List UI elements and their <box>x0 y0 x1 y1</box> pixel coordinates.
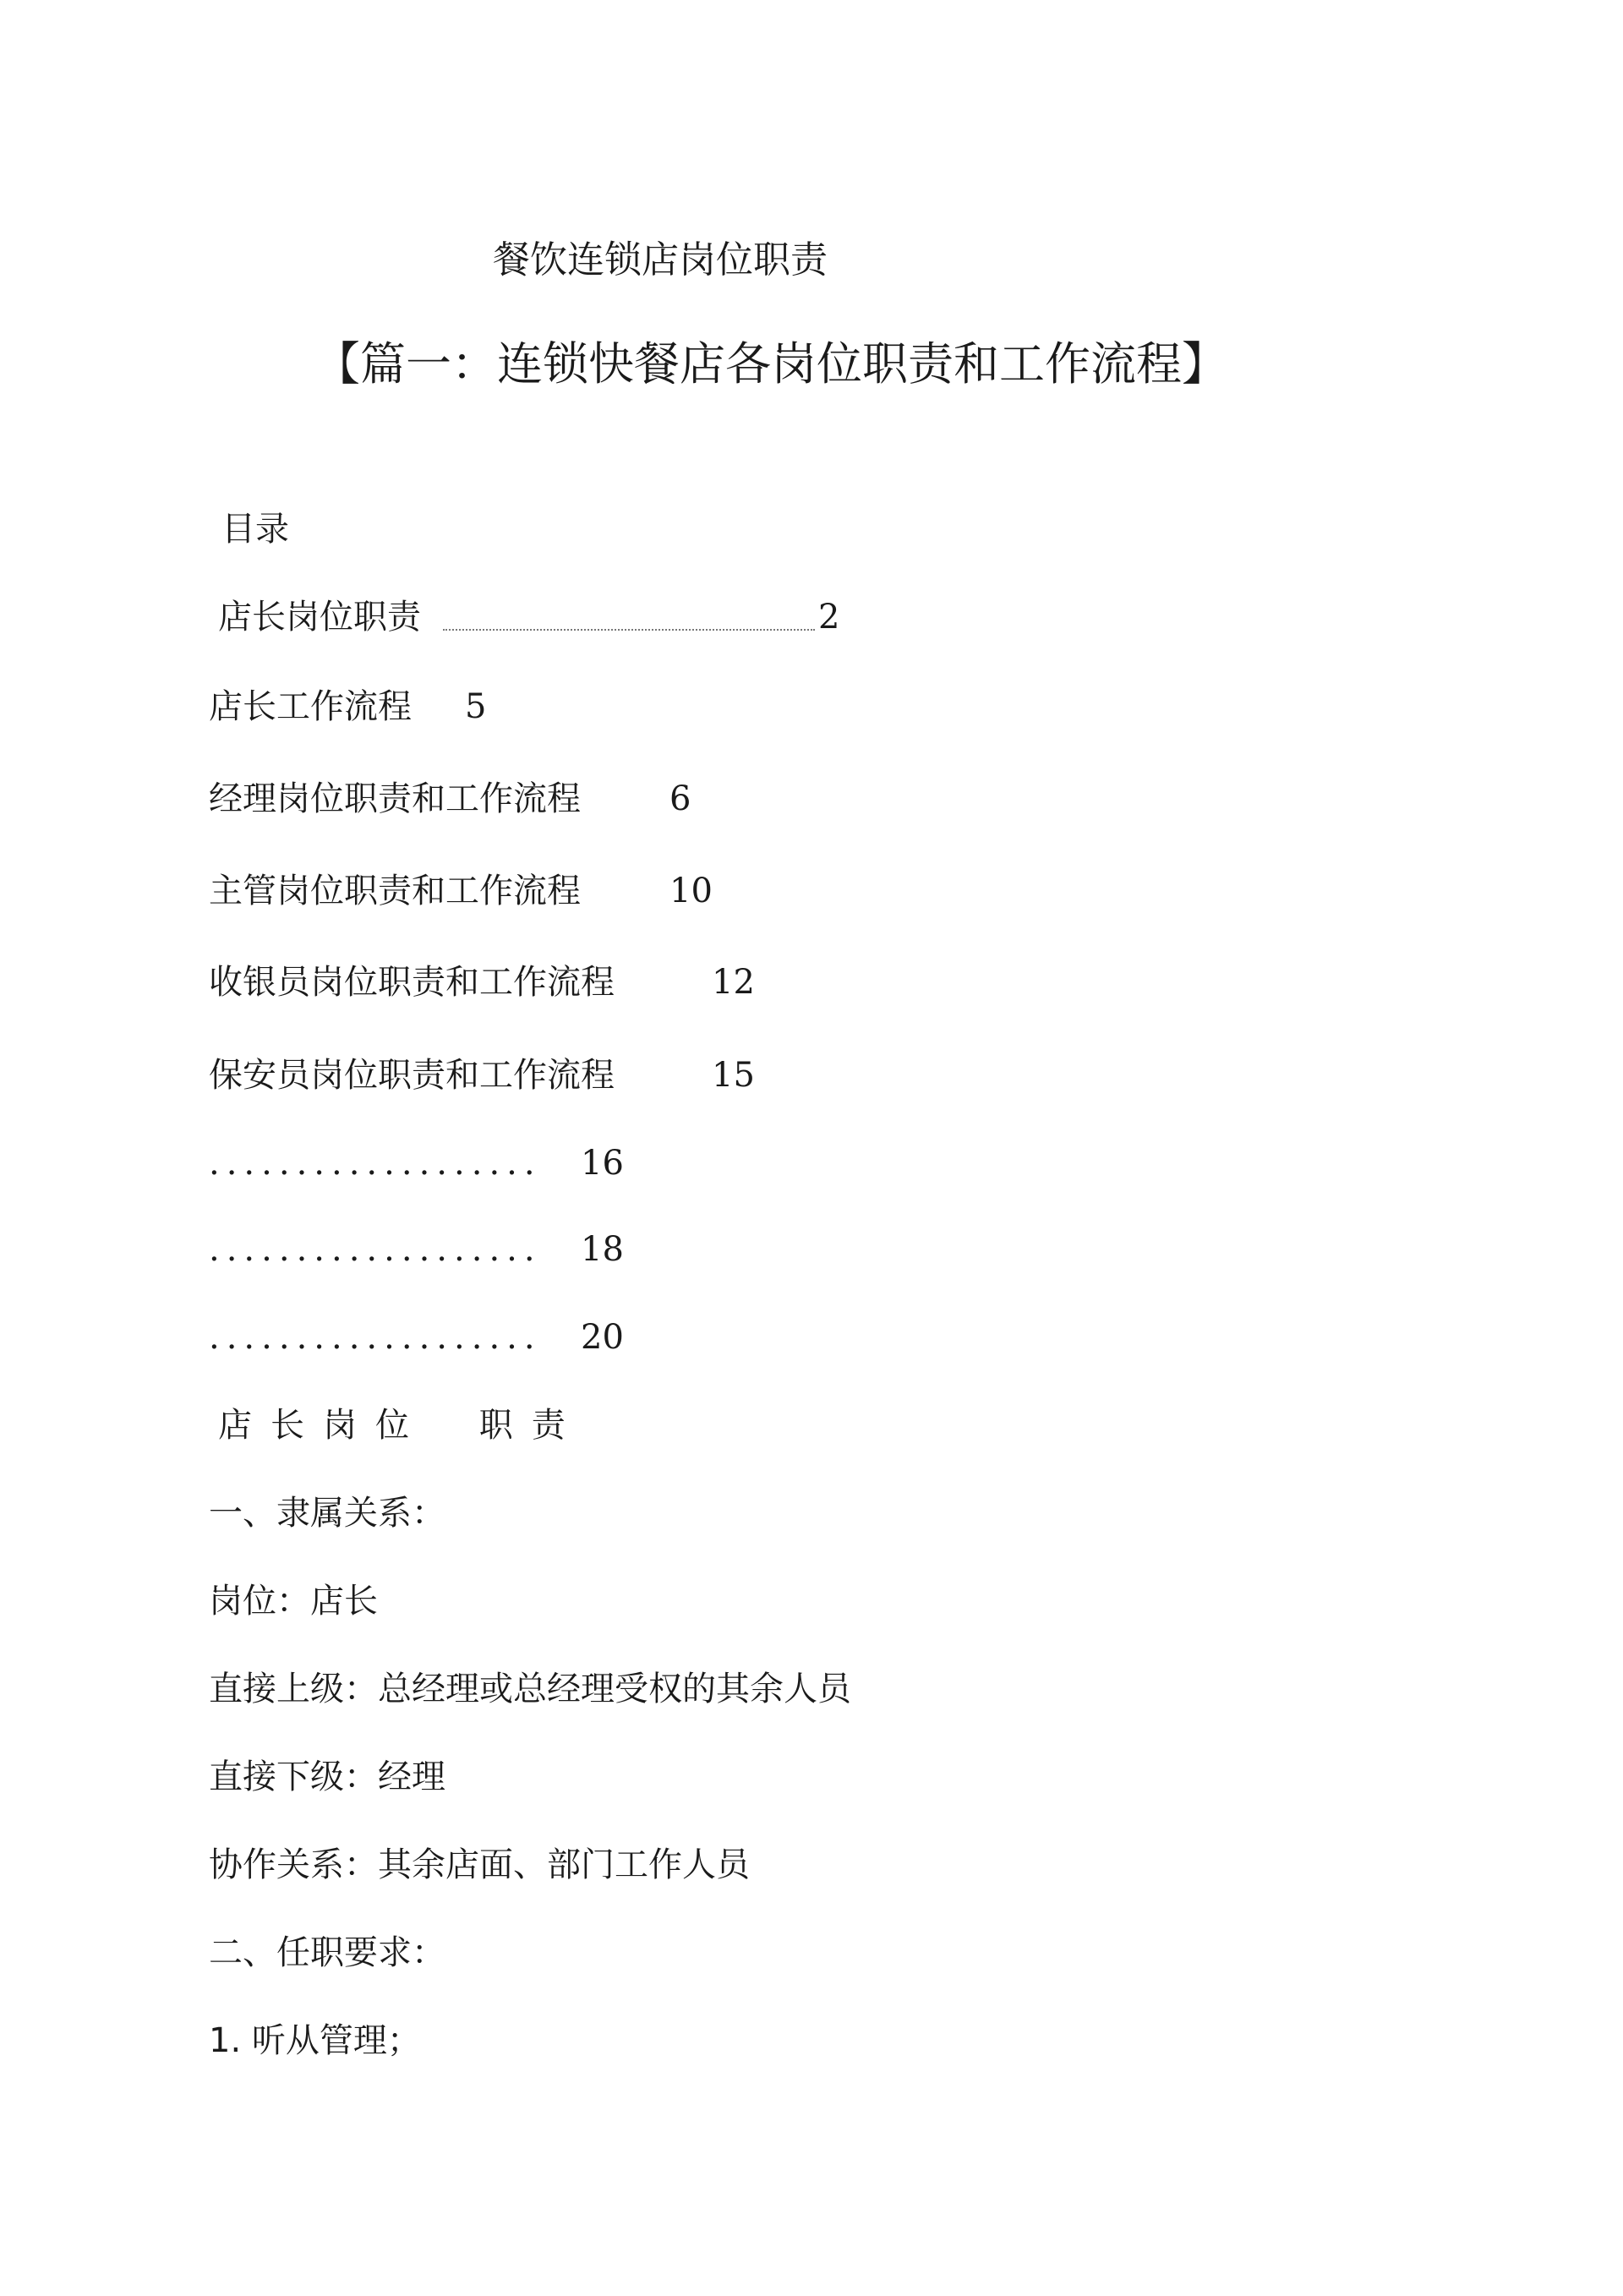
body-line: 1. 听从管理； <box>209 2021 421 2060</box>
section-title-part: 店长岗位 <box>218 1406 428 1445</box>
toc-entry-page: 20 <box>581 1318 624 1357</box>
toc-leader-dots: ................... <box>209 1318 542 1357</box>
body-line: 直接下级：经理 <box>209 1758 445 1796</box>
document-subtitle: 【篇一：连锁快餐店各岗位职责和工作流程】 <box>314 337 1227 391</box>
toc-leader-dots <box>443 629 815 631</box>
toc-entry-label: 收银员岗位职责和工作流程 <box>209 963 615 1002</box>
toc-entry-page: 10 <box>669 872 713 910</box>
toc-leader-dots: ................... <box>209 1230 542 1269</box>
toc-leader-dots: ................... <box>209 1144 542 1183</box>
section-title-part: 职责 <box>478 1406 584 1445</box>
toc-entry-page: 12 <box>712 963 755 1002</box>
toc-entry-page: 2 <box>818 598 840 637</box>
toc-entry-page: 15 <box>712 1056 755 1095</box>
toc-entry-label: 主管岗位职责和工作流程 <box>209 872 581 910</box>
body-line: 协作关系：其余店面、部门工作人员 <box>209 1845 750 1884</box>
toc-entry-label: 店长工作流程 <box>209 687 412 726</box>
toc-entry-label: 保安员岗位职责和工作流程 <box>209 1056 615 1095</box>
toc-entry-page: 16 <box>581 1144 624 1183</box>
body-line: 二、任职要求： <box>209 1933 445 1972</box>
document-title: 餐饮连锁店岗位职责 <box>493 238 828 282</box>
body-line: 岗位：店长 <box>209 1582 378 1621</box>
toc-entry-page: 5 <box>465 687 487 726</box>
section-title <box>218 1406 584 1445</box>
toc-entry-page: 6 <box>669 779 691 818</box>
toc-entry-page: 18 <box>581 1230 624 1269</box>
toc-entry-label: 经理岗位职责和工作流程 <box>209 779 581 818</box>
toc-heading: 目录 <box>221 510 289 549</box>
body-line: 一、隶属关系： <box>209 1494 445 1533</box>
toc-entry-label: 店长岗位职责 <box>218 598 421 637</box>
body-line: 直接上级：总经理或总经理受权的其余人员 <box>209 1670 851 1708</box>
